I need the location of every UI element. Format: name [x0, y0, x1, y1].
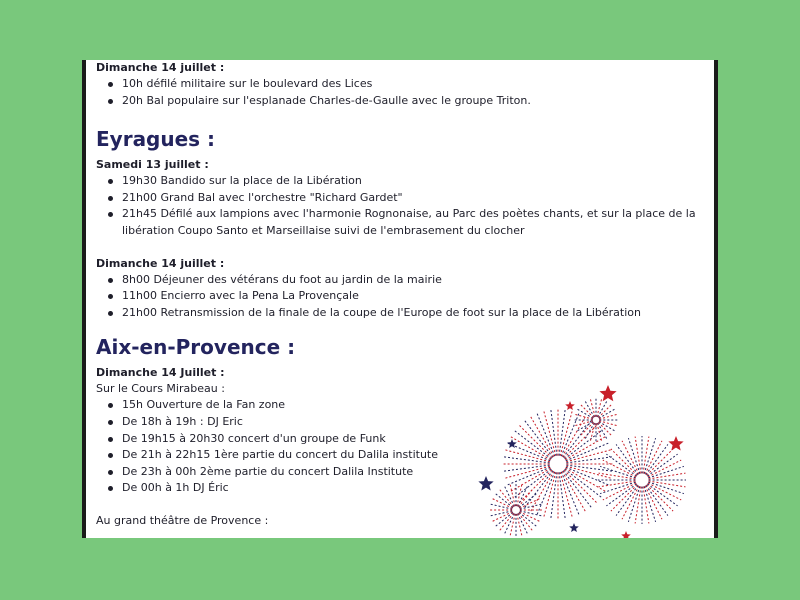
firework-burst: [490, 484, 542, 536]
star-icon: [565, 401, 575, 410]
day-heading: Dimanche 14 Juillet :: [96, 366, 225, 380]
town-heading-eyragues: Eyragues :: [96, 127, 216, 152]
star-icon: [599, 385, 616, 401]
list-item: 15h Ouverture de la Fan zone: [104, 397, 706, 414]
event-list: [96, 173, 706, 239]
list-item: 21h00 Retransmission de la finale de la coupe de l'Europe de foot sur la place de la Libération: [104, 305, 706, 322]
list-item: 10h défilé militaire sur le boulevard des Lices: [104, 76, 706, 93]
event-list: [96, 76, 706, 109]
list-item: 21h45 Défilé aux lampions avec l'harmonie Rognonaise, au Parc des poètes chants, et sur la place de la libération Coupo Santo et Marseillaise suivi de l'embrasement du clocher: [104, 206, 706, 239]
list-item: De 19h15 à 20h30 concert d'un groupe de Funk: [104, 431, 706, 448]
star-icon: [478, 476, 493, 491]
list-item: 21h00 Grand Bal avec l'orchestre "Richard Gardet": [104, 190, 706, 207]
firework-burst: [574, 398, 618, 442]
star-icon: [569, 523, 579, 532]
day-heading: Dimanche 14 juillet :: [96, 61, 225, 74]
event-list: [96, 272, 706, 322]
list-item: 19h30 Bandido sur la place de la Libération: [104, 173, 706, 190]
list-item: De 18h à 19h : DJ Eric: [104, 414, 706, 431]
spacer: [96, 240, 706, 256]
town-heading-aix-en-provence: Aix-en-Provence :: [96, 335, 296, 360]
list-item: 8h00 Déjeuner des vétérans du foot au jardin de la mairie: [104, 272, 706, 289]
list-item: De 00h à 1h DJ Éric: [104, 480, 706, 497]
list-item: De 23h à 00h 2ème partie du concert Dalila Institute: [104, 464, 706, 481]
list-item: De 21h à 22h15 1ère partie du concert du Dalila institute: [104, 447, 706, 464]
document-page: [82, 60, 718, 538]
fireworks-icon: [466, 360, 718, 538]
venue-subheading: Au grand théâtre de Provence :: [96, 513, 269, 527]
day-heading: Dimanche 14 juillet :: [96, 256, 225, 270]
day-heading: Samedi 13 juillet :: [96, 158, 209, 172]
list-item: 11h00 Encierro avec la Pena La Provençale: [104, 288, 706, 305]
star-icon: [621, 531, 631, 538]
venue-subheading: Sur le Cours Mirabeau :: [96, 382, 225, 396]
star-icon: [668, 436, 683, 451]
list-item: 20h Bal populaire sur l'esplanade Charles-de-Gaulle avec le groupe Triton.: [104, 93, 706, 110]
